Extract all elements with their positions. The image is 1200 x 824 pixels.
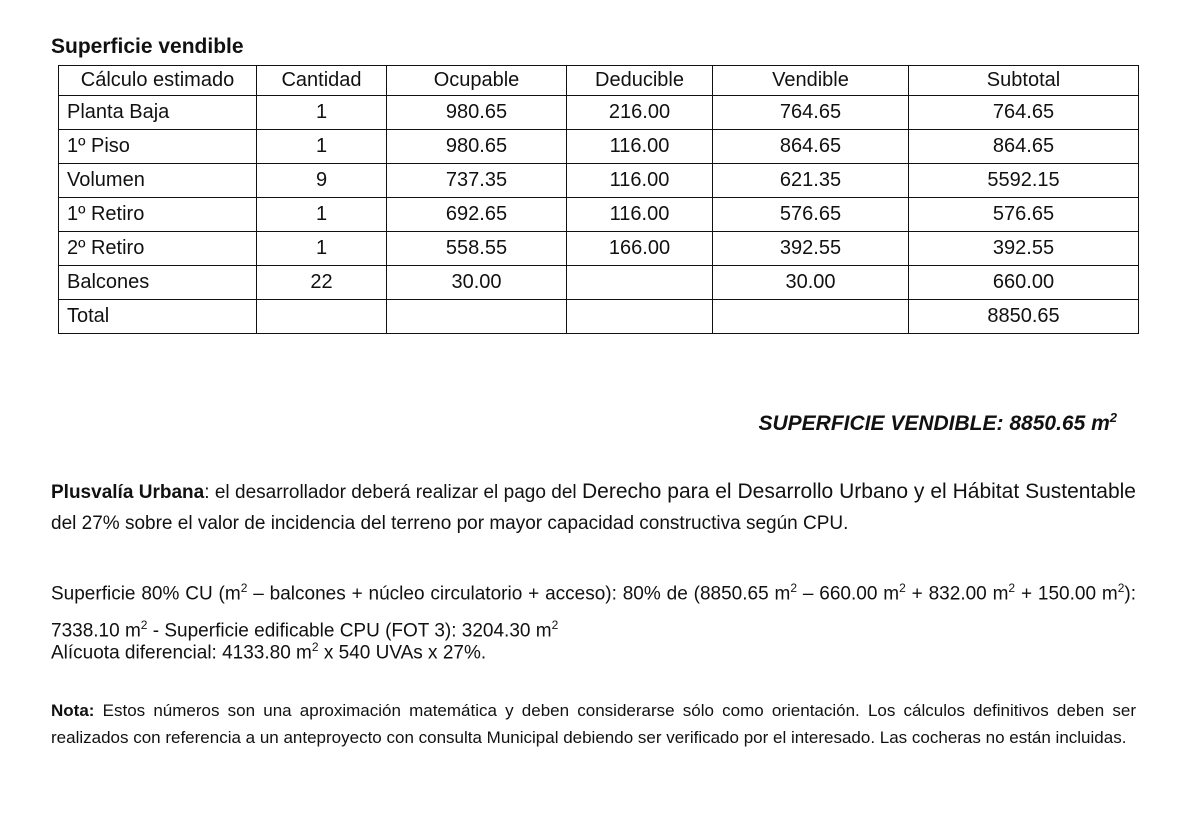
summary-unit-exponent: 2 xyxy=(1109,410,1117,425)
alicuota-text-b: x 540 UVAs x 27%. xyxy=(318,642,487,664)
cell-vendible: 30.00 xyxy=(713,266,909,300)
cell-deducible: 116.00 xyxy=(567,198,713,232)
total-vendible-summary xyxy=(600,410,1117,436)
cell-cantidad: 1 xyxy=(257,96,387,130)
cell-calculo: Total xyxy=(59,300,257,334)
exp: 2 xyxy=(1008,581,1016,595)
cell-calculo: 1º Retiro xyxy=(59,198,257,232)
plusvalia-text-1: : el desarrollador deberá realizar el pago del xyxy=(204,482,582,503)
cell-cantidad: 1 xyxy=(257,198,387,232)
table-row xyxy=(59,232,1139,266)
col-header-deducible: Deducible xyxy=(567,66,713,96)
cell-vendible: 392.55 xyxy=(713,232,909,266)
table-row xyxy=(59,266,1139,300)
cell-ocupable: 692.65 xyxy=(387,198,567,232)
cell-ocupable: 30.00 xyxy=(387,266,567,300)
superficie-text-a: Superficie 80% CU (m xyxy=(51,583,241,605)
alicuota-paragraph xyxy=(51,632,1136,669)
cell-calculo: Balcones xyxy=(59,266,257,300)
col-header-cantidad: Cantidad xyxy=(257,66,387,96)
exp: 2 xyxy=(551,617,559,632)
col-header-ocupable: Ocupable xyxy=(387,66,567,96)
note-paragraph xyxy=(51,697,1136,751)
exp: 2 xyxy=(311,640,319,654)
cell-ocupable xyxy=(387,300,567,334)
cell-vendible xyxy=(713,300,909,334)
alicuota-text-a: Alícuota diferencial: 4133.80 m xyxy=(51,642,312,664)
col-header-subtotal: Subtotal xyxy=(909,66,1139,96)
cell-cantidad: 22 xyxy=(257,266,387,300)
cell-cantidad: 9 xyxy=(257,164,387,198)
cell-calculo: Volumen xyxy=(59,164,257,198)
plusvalia-derecho: Derecho para el Desarrollo Urbano y el Hábitat Sustentable xyxy=(581,480,1136,503)
cell-deducible: 166.00 xyxy=(567,232,713,266)
note-label: Nota: xyxy=(51,701,95,720)
cell-subtotal: 864.65 xyxy=(909,130,1139,164)
cell-cantidad: 1 xyxy=(257,232,387,266)
cell-subtotal: 8850.65 xyxy=(909,300,1139,334)
cell-vendible: 864.65 xyxy=(713,130,909,164)
col-header-calculo: Cálculo estimado xyxy=(59,66,257,96)
cell-calculo: Planta Baja xyxy=(59,96,257,130)
cell-deducible xyxy=(567,300,713,334)
cell-calculo: 2º Retiro xyxy=(59,232,257,266)
superficie-text-c: – 660.00 m xyxy=(797,583,900,605)
cell-vendible: 576.65 xyxy=(713,198,909,232)
col-header-vendible: Vendible xyxy=(713,66,909,96)
table-header-row xyxy=(59,66,1139,96)
table-row xyxy=(59,164,1139,198)
exp: 2 xyxy=(790,581,798,595)
superficie-text-d: + 832.00 m xyxy=(905,583,1009,605)
table-row xyxy=(59,198,1139,232)
cell-subtotal: 660.00 xyxy=(909,266,1139,300)
summary-label: SUPERFICIE VENDIBLE: 8850.65 m xyxy=(758,412,1110,435)
cell-subtotal: 764.65 xyxy=(909,96,1139,130)
exp: 2 xyxy=(1117,581,1125,595)
cell-ocupable: 980.65 xyxy=(387,96,567,130)
exp: 2 xyxy=(899,581,906,595)
section-heading: Superficie vendible xyxy=(51,35,244,58)
cell-deducible: 216.00 xyxy=(567,96,713,130)
cell-ocupable: 737.35 xyxy=(387,164,567,198)
superficie-text-g: - Superficie edificable CPU (FOT 3): 3204.30 m xyxy=(147,620,552,642)
cell-vendible: 621.35 xyxy=(713,164,909,198)
cell-deducible: 116.00 xyxy=(567,164,713,198)
cell-cantidad: 1 xyxy=(257,130,387,164)
superficie-text-b: – balcones + núcleo circulatorio + acceso): 80% de (8850.65 m xyxy=(247,583,791,605)
note-text: Estos números son una aproximación matemática y deben considerarse sólo como orientación. Los cálculos definitivos deben ser realizados con referencia a un anteproyecto con consulta Municipal debiendo ser verificado por el interesado. Las cocheras no están incluidas. xyxy=(51,701,1136,747)
cell-calculo: 1º Piso xyxy=(59,130,257,164)
plusvalia-paragraph xyxy=(51,477,1136,539)
table-row xyxy=(59,300,1139,334)
cell-deducible xyxy=(567,266,713,300)
table-row xyxy=(59,96,1139,130)
superficie-text-f: ): 7338.10 m xyxy=(51,583,1137,642)
cell-cantidad xyxy=(257,300,387,334)
surface-table xyxy=(58,65,1139,334)
table-row xyxy=(59,130,1139,164)
superficie-text-e: + 150.00 m xyxy=(1015,583,1118,605)
exp: 2 xyxy=(140,617,148,632)
cell-subtotal: 392.55 xyxy=(909,232,1139,266)
cell-ocupable: 558.55 xyxy=(387,232,567,266)
plusvalia-title: Plusvalía Urbana xyxy=(51,482,205,503)
cell-ocupable: 980.65 xyxy=(387,130,567,164)
cell-subtotal: 5592.15 xyxy=(909,164,1139,198)
plusvalia-text-2: del 27% sobre el valor de incidencia del terreno por mayor capacidad constructiva según CPU. xyxy=(51,512,849,534)
cell-vendible: 764.65 xyxy=(713,96,909,130)
cell-deducible: 116.00 xyxy=(567,130,713,164)
cell-subtotal: 576.65 xyxy=(909,198,1139,232)
exp: 2 xyxy=(240,581,248,595)
